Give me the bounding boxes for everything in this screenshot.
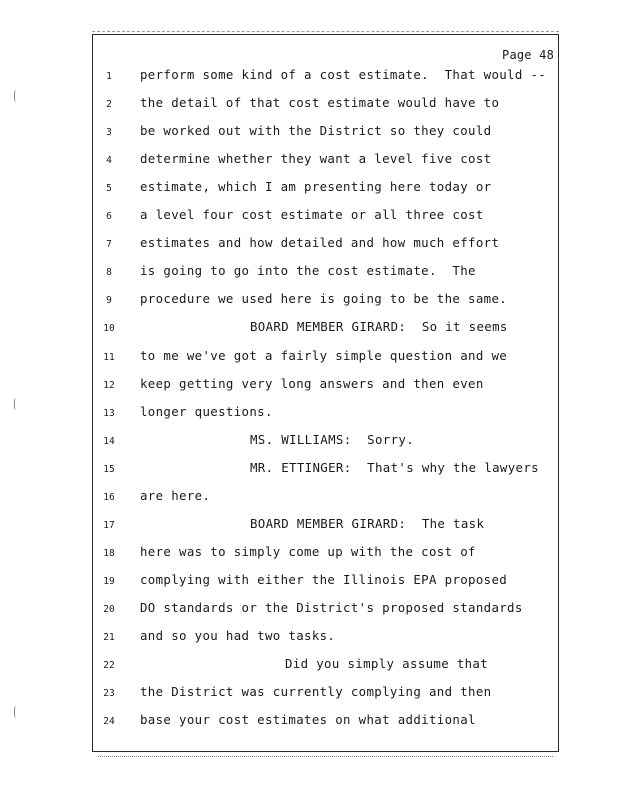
line-number: 8 (106, 267, 112, 279)
transcript-line (0, 404, 618, 424)
line-number: 19 (103, 575, 115, 587)
transcript-line (0, 151, 618, 171)
transcript-line (0, 516, 618, 536)
line-number: 12 (103, 379, 115, 391)
line-number: 24 (103, 716, 115, 728)
line-number: 10 (103, 323, 115, 335)
line-number: 16 (103, 491, 115, 503)
line-number: 1 (106, 71, 112, 82)
transcript-line (0, 319, 618, 339)
transcript-line (0, 628, 618, 648)
line-number: 9 (106, 295, 112, 307)
page-number: Page 48 (502, 48, 554, 62)
line-text: complying with either the Illinois EPA proposed (140, 571, 508, 587)
transcript-line (0, 572, 618, 592)
line-text: keep getting very long answers and then even (140, 375, 484, 391)
scan-artifact-line (98, 756, 553, 757)
transcript-line (0, 235, 618, 255)
transcript-line (0, 544, 618, 564)
transcript-line (0, 207, 618, 227)
line-text: and so you had two tasks. (140, 628, 336, 643)
line-number: 4 (106, 155, 112, 167)
line-number: 17 (103, 519, 115, 531)
line-text: the District was currently complying and then (140, 684, 492, 700)
transcript-line (0, 123, 618, 143)
line-number: 21 (103, 632, 115, 643)
transcript-line (0, 600, 618, 620)
line-number: 20 (103, 603, 115, 615)
transcript-line (0, 432, 618, 452)
line-text: a level four cost estimate or all three cost (140, 207, 484, 223)
line-number: 13 (103, 407, 115, 419)
line-number: 7 (106, 239, 112, 251)
line-text: be worked out with the District so they could (140, 123, 492, 139)
transcript-line (0, 291, 618, 311)
line-number: 5 (106, 183, 112, 195)
line-text: MR. ETTINGER: That's why the lawyers (250, 459, 539, 475)
line-number: 11 (103, 351, 115, 363)
transcript-line (0, 656, 618, 676)
line-text: longer questions. (140, 403, 273, 419)
line-number: 23 (103, 688, 115, 700)
transcript-line (0, 684, 618, 704)
transcript-line (0, 376, 618, 396)
line-number: 22 (103, 660, 115, 672)
line-text: procedure we used here is going to be the same. (140, 291, 508, 307)
line-text: MS. WILLIAMS: Sorry. (250, 431, 415, 447)
line-number: 15 (103, 463, 115, 475)
line-text: perform some kind of a cost estimate. That would -- (140, 67, 547, 82)
transcript-line (0, 488, 618, 508)
line-text: the detail of that cost estimate would have to (140, 95, 500, 111)
transcript-line (0, 460, 618, 480)
line-text: Did you simply assume that (285, 656, 489, 672)
transcript-line (0, 263, 618, 283)
transcript-line (0, 348, 618, 368)
line-number: 6 (106, 211, 112, 223)
line-text: determine whether they want a level five cost (140, 151, 492, 167)
line-text: base your cost estimates on what additional (140, 712, 476, 728)
line-number: 14 (103, 435, 115, 447)
line-number: 3 (106, 127, 112, 139)
line-text: BOARD MEMBER GIRARD: The task (250, 515, 485, 531)
transcript-line (0, 179, 618, 199)
transcript-line (0, 712, 618, 732)
line-text: is going to go into the cost estimate. The (140, 263, 476, 279)
line-text: to me we've got a fairly simple question and we (140, 347, 508, 363)
transcript-line (0, 95, 618, 115)
line-text: BOARD MEMBER GIRARD: So it seems (250, 319, 508, 335)
line-text: estimates and how detailed and how much effort (140, 235, 500, 251)
line-text: DO standards or the District's proposed standards (140, 599, 523, 615)
line-text: estimate, which I am presenting here today or (140, 179, 492, 195)
line-number: 18 (103, 547, 115, 559)
line-text: are here. (140, 487, 211, 503)
line-text: here was to simply come up with the cost of (140, 543, 476, 559)
transcript-line (0, 67, 618, 87)
line-number: 2 (106, 99, 112, 111)
